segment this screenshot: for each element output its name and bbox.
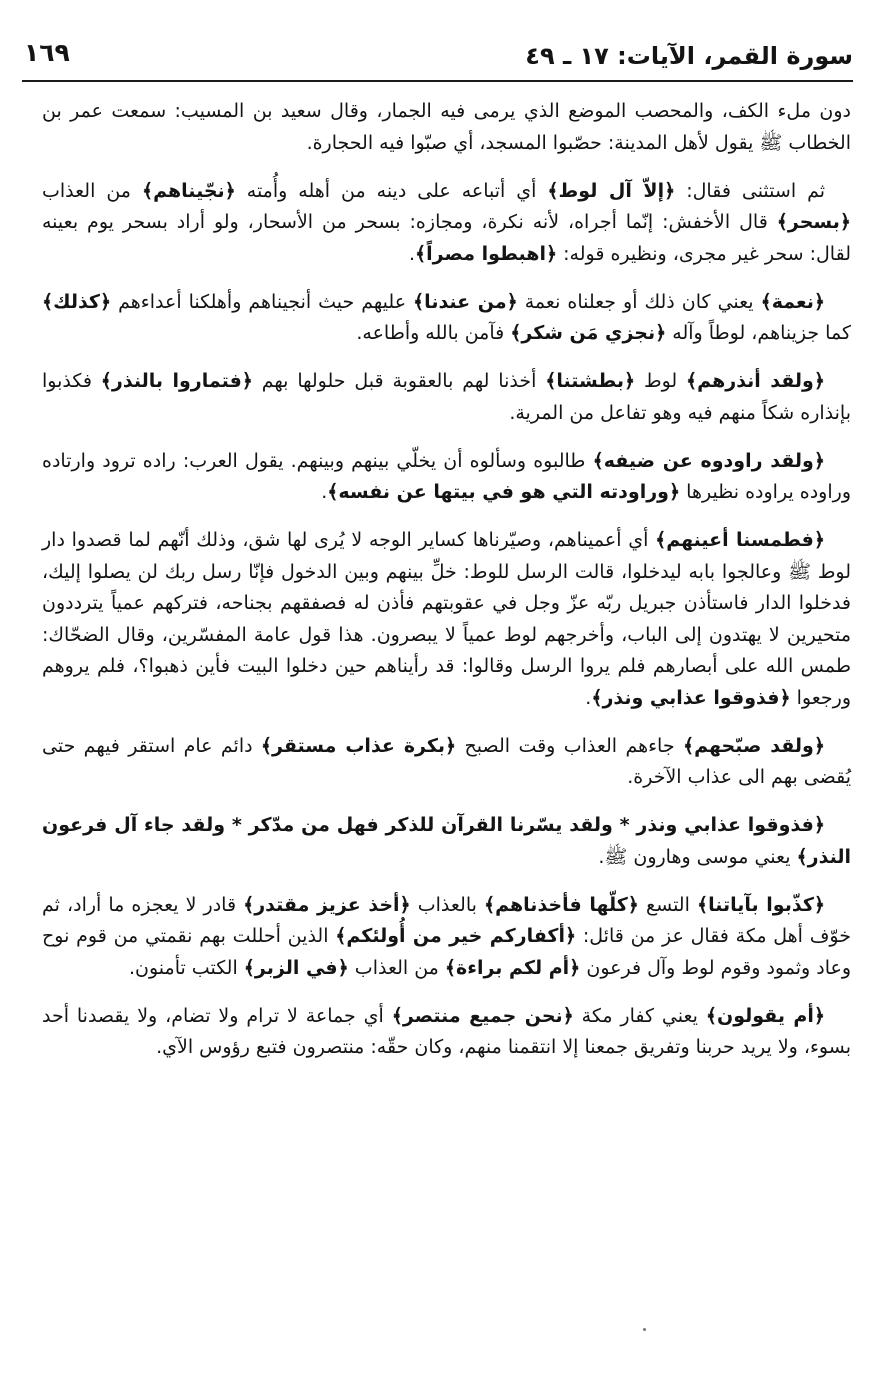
page-header xyxy=(22,38,853,74)
quran-quote: ﴿أكفاركم خير من أُولئكم﴾ xyxy=(335,925,577,947)
quran-quote: ﴿ولقد راودوه عن ضيفه﴾ xyxy=(592,449,825,472)
page-number: ١٦٩ xyxy=(24,38,70,67)
quran-quote: ﴿فذوقوا عذابي ونذر * ولقد يسّرنا القرآن للذكر فهل من مدّكر * ولقد جاء آل فرعون النذر﴾ xyxy=(42,814,851,868)
paragraph-10: ﴿أم يقولون﴾ يعني كفار مكة ﴿نحن جميع منتصر﴾ أي جماعة لا ترام ولا تضام، ولا يقصدنا أحد بسوء، ولا يريد حربنا وتفريق جمعنا إلا انتقمنا منهم، وكان حقّه: منتصرون فتبع رؤوس الآي. xyxy=(42,1004,851,1058)
quran-quote: ﴿بسحر﴾ xyxy=(776,211,851,233)
paragraph-5: ﴿ولقد راودوه عن ضيفه﴾ طالبوه وسألوه أن يخلّي بينهم وبينهم. يقول العرب: راده ترود وارتاده وراوده يراوده نظيرها ﴿وراودته التي هو في بيتها عن نفسه﴾. xyxy=(42,449,851,503)
quran-quote: ﴿نحن جميع منتصر﴾ xyxy=(391,1004,574,1027)
paragraph-1: دون ملء الكف، والمحصب الموضع الذي يرمى فيه الجمار، وقال سعيد بن المسيب: سمعت عمر بن الخطاب ﷺ يقول لأهل المدينة: حصّبوا المسجد، أي صبّوا فيه الحجارة. xyxy=(42,100,851,154)
page-body xyxy=(42,96,851,1080)
running-title: سورة القمر، الآيات: ١٧ ـ ٤٩ xyxy=(525,42,853,70)
quran-quote: ﴿نعمة﴾ xyxy=(760,290,825,313)
quran-quote: ﴿في الزبر﴾ xyxy=(243,956,349,979)
quran-quote: ﴿نجزي مَن شكر﴾ xyxy=(510,322,667,344)
paragraph-7: ﴿ولقد صبّحهم﴾ جاءهم العذاب وقت الصبح ﴿بكرة عذاب مستقر﴾ دائم عام استقر فيهم حتى يُقضى بهم الى عذاب الآخرة. xyxy=(42,734,851,788)
quran-quote: ﴿نجّيناهم﴾ xyxy=(141,179,236,202)
quran-quote: ﴿بكرة عذاب مستقر﴾ xyxy=(260,734,457,757)
quran-quote: ﴿كذّبوا بآياتنا﴾ xyxy=(696,893,825,916)
quran-quote: ﴿أم لكم براءة﴾ xyxy=(444,956,581,979)
quran-quote: ﴿ولقد أنذرهم﴾ xyxy=(686,370,825,392)
header-rule xyxy=(22,80,853,82)
quran-quote: ﴿اهبطوا مصراً﴾ xyxy=(415,242,558,265)
quran-quote: ﴿أخذ عزيز مقتدر﴾ xyxy=(243,893,411,916)
quran-quote: ﴿كذلك﴾ xyxy=(42,290,112,313)
print-speck xyxy=(643,1328,646,1331)
quran-quote: ﴿فذوقوا عذابي ونذر﴾ xyxy=(591,686,791,709)
paragraph-3: ﴿نعمة﴾ يعني كان ذلك أو جعلناه نعمة ﴿من عندنا﴾ عليهم حيث أنجيناهم وأهلكنا أعداءهم ﴿كذلك﴾ كما جزيناهم، لوطاً وآله ﴿نجزي مَن شكر﴾ فآمن بالله وأطاعه. xyxy=(42,290,851,344)
quran-quote: ﴿إلاّ آل لوط﴾ xyxy=(547,179,676,202)
quran-quote: ﴿فتماروا بالنذر﴾ xyxy=(100,370,253,392)
quran-quote: ﴿من عندنا﴾ xyxy=(413,290,518,313)
quran-quote: ﴿فطمسنا أعينهم﴾ xyxy=(655,529,825,551)
paragraph-8: ﴿فذوقوا عذابي ونذر * ولقد يسّرنا القرآن للذكر فهل من مدّكر * ولقد جاء آل فرعون النذر﴾ يعني موسى وهارون ﷺ. xyxy=(42,814,851,868)
quran-quote: ﴿وراودته التي هو في بيتها عن نفسه﴾ xyxy=(327,481,681,503)
quran-quote: ﴿أم يقولون﴾ xyxy=(705,1004,825,1027)
paragraph-9: ﴿كذّبوا بآياتنا﴾ التسع ﴿كلّها فأخذناهم﴾ بالعذاب ﴿أخذ عزيز مقتدر﴾ قادر لا يعجزه ما أراد، ثم خوّف أهل مكة فقال عز من قائل: ﴿أكفاركم خير من أُولئكم﴾ الذين أحللت بهم نقمتي من قوم نوح وعاد وثمود وقوم لوط وآل فرعون ﴿أم لكم براءة﴾ من العذاب ﴿في الزبر﴾ الكتب تأمنون. xyxy=(42,893,851,979)
paragraph-6: ﴿فطمسنا أعينهم﴾ أي أعميناهم، وصيّرناها كساير الوجه لا يُرى لها شق، وذلك أنّهم لما قصدوا دار لوط ﷺ وعالجوا بابه ليدخلوا، قالت الرسل للوط: خلِّ بينهم وبين الدخول فإنّا رسل ربك لن يصلوا إليك، فدخلوا الدار فاستأذن جبريل ربّه عزّ وجل في عقوبتهم فأذن له فصفقهم بجناحه، فتركهم عمياً يترددون متحيرين لا يهتدون إلى الباب، وأخرجهم لوط عمياً لا يبصرون. هذا قول عامة المفسّرين، وقال الضحّاك: طمس الله على أبصارهم فلم يروا الرسل وقالوا: قد رأيناهم حين دخلوا البيت فأين ذهبوا؟، فلم يروهم ورجعوا ﴿فذوقوا عذابي ونذر﴾. xyxy=(42,529,851,709)
quran-quote: ﴿ولقد صبّحهم﴾ xyxy=(682,734,825,757)
quran-quote: ﴿كلّها فأخذناهم﴾ xyxy=(483,893,639,916)
paragraph-4: ﴿ولقد أنذرهم﴾ لوط ﴿بطشتنا﴾ أخذنا لهم بالعقوبة قبل حلولها بهم ﴿فتماروا بالنذر﴾ فكذبوا بإنذاره شكاً منهم فيه وهو تفاعل من المرية. xyxy=(42,370,851,424)
paragraph-2: ثم استثنى فقال: ﴿إلاّ آل لوط﴾ أي أتباعه على دينه من أهله وأُمته ﴿نجّيناهم﴾ من العذاب ﴿بسحر﴾ قال الأخفش: إنّما أجراه، لأنه نكرة، ومجازه: بسحر من الأسحار، ولو أراد بسحر يوم بعينه لقال: سحر غير مجرى، ونظيره قوله: ﴿اهبطوا مصراً﴾. xyxy=(42,179,851,265)
quran-quote: ﴿بطشتنا﴾ xyxy=(545,370,636,392)
